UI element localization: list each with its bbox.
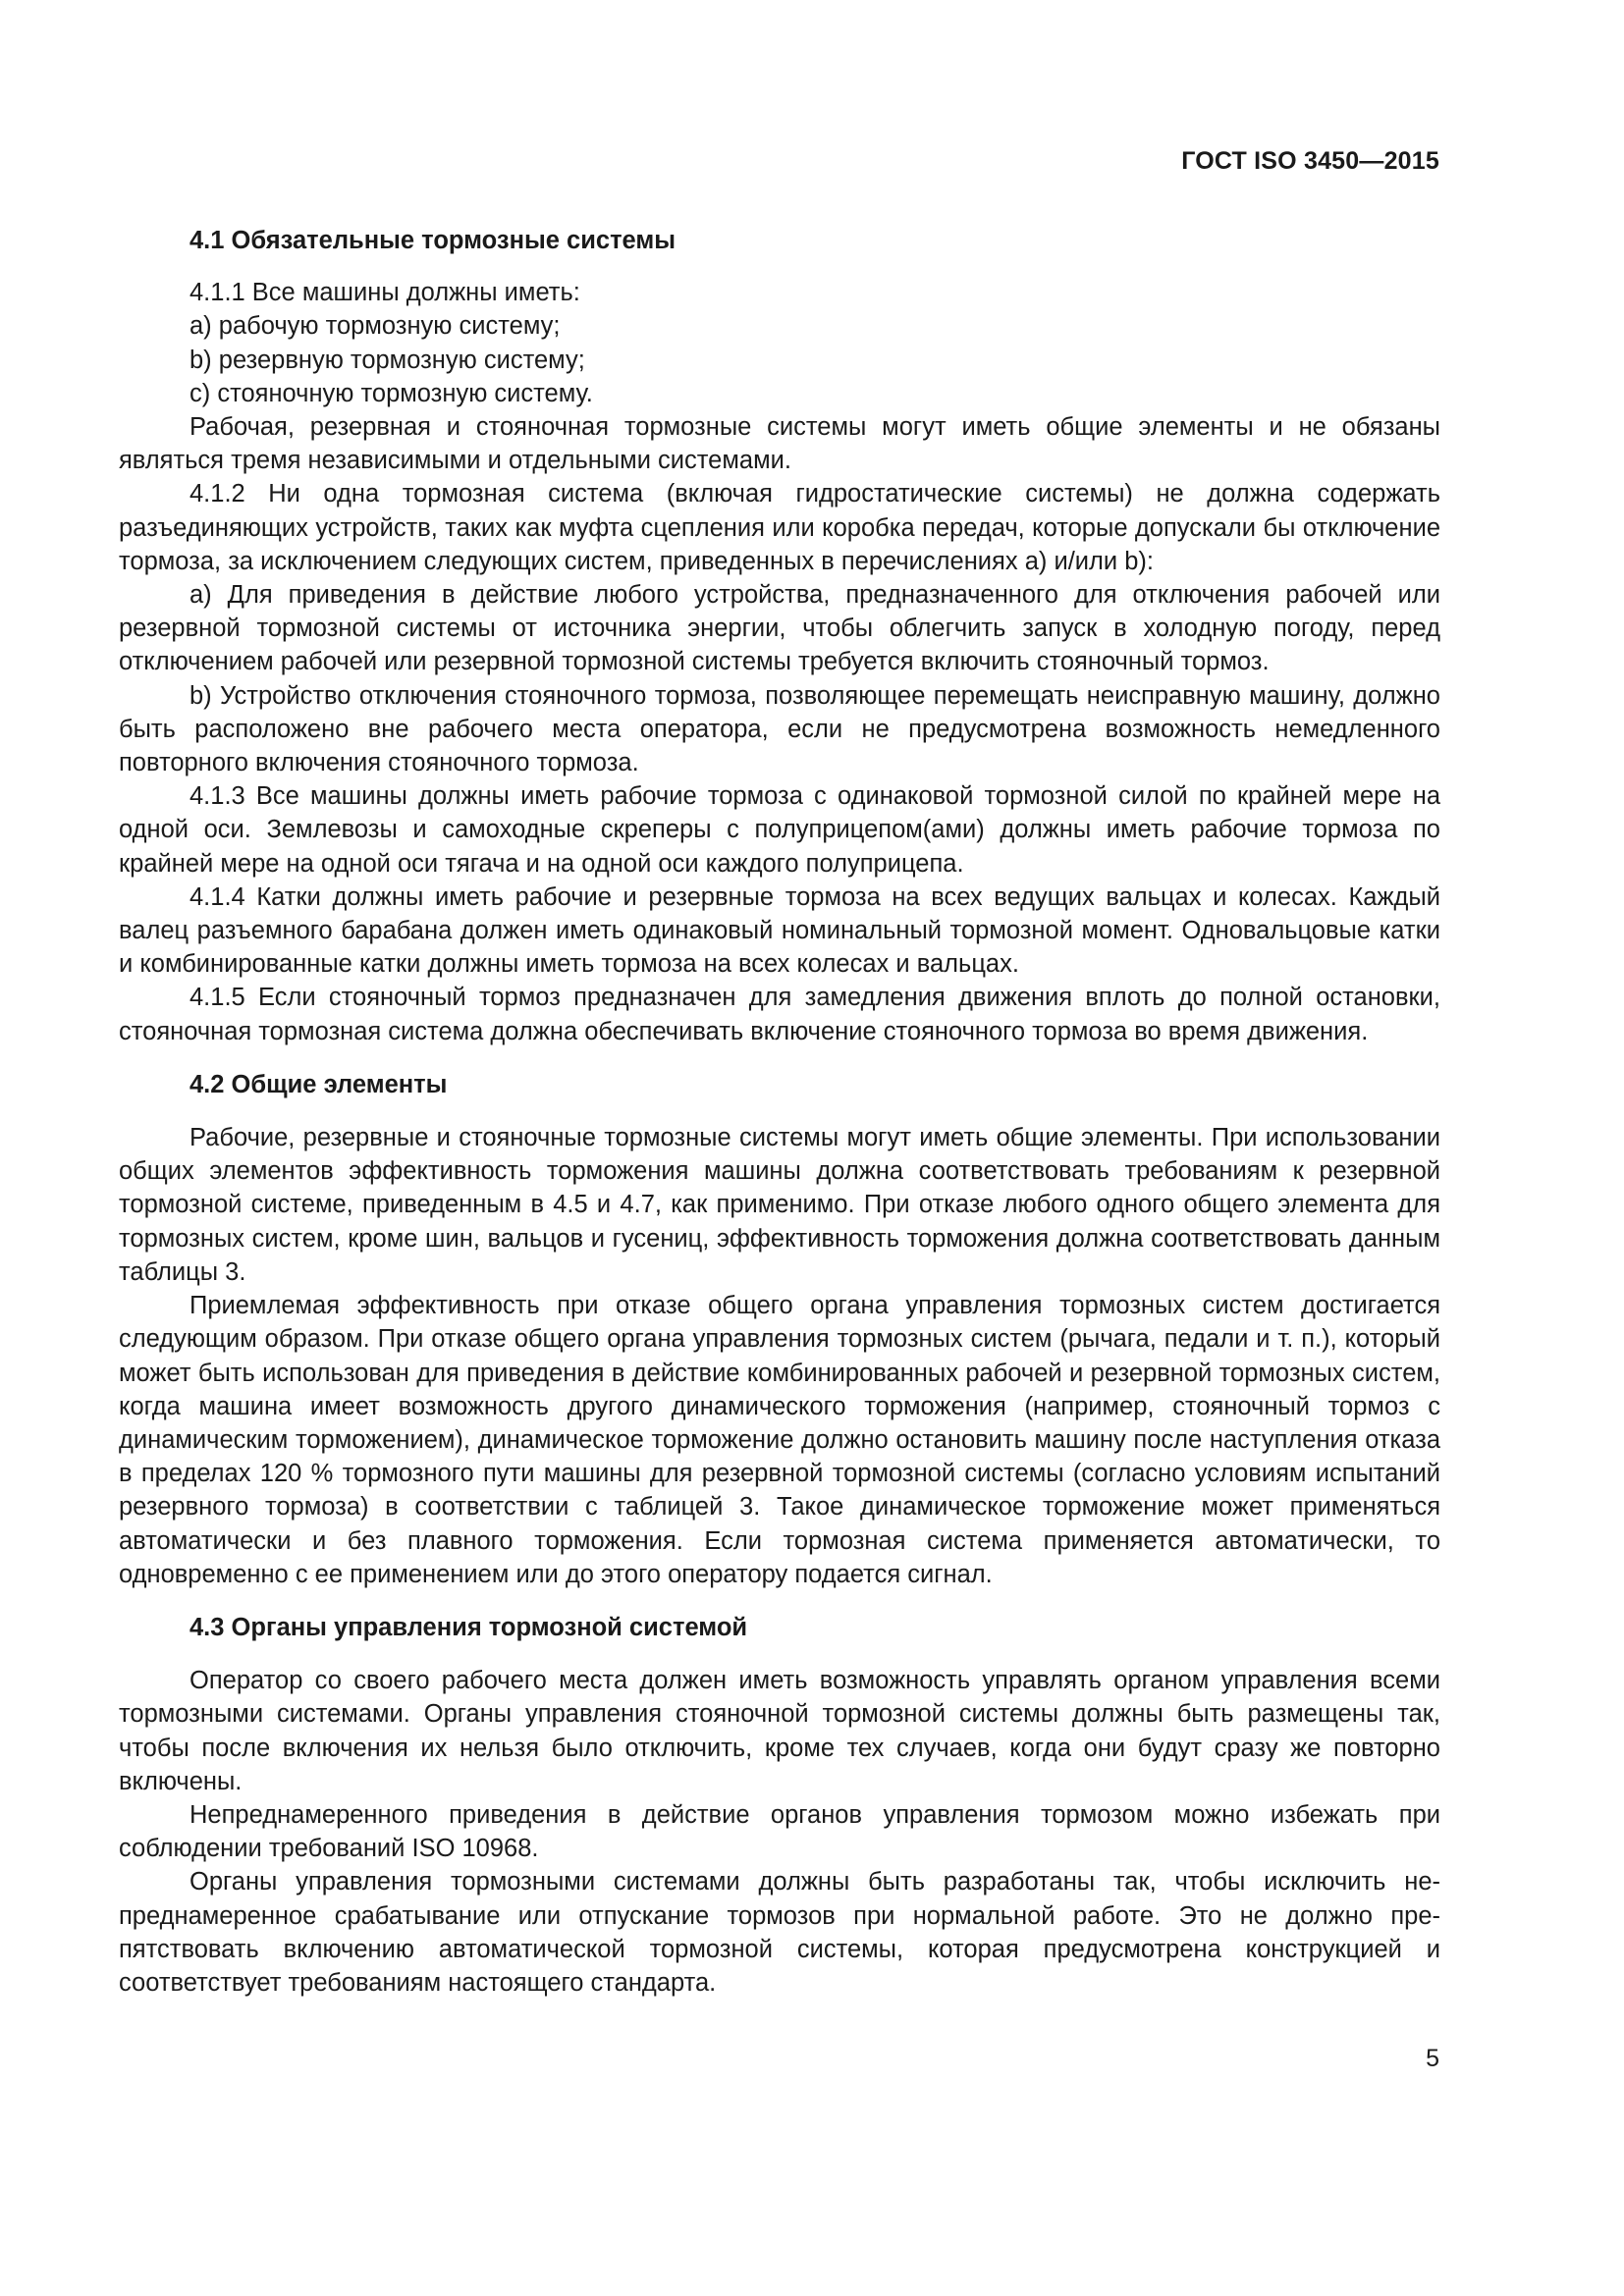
list-item: c) стояночную тормозную систему. (189, 379, 593, 407)
paragraph: 4.1.3 Все машины должны иметь рабочие тормоза с одинаковой тормозной силой по крайней мере на одной оси. Землевозы и самоходные скреперы с полуприцепом(ами) должны иметь рабочие тормоза по крайней мере на одной оси тягача и на одной оси каждого полуприцепа. (119, 782, 1440, 878)
section-heading: 4.3 Органы управления тормозной системой (189, 1613, 748, 1641)
paragraph: b) Устройство отключения стояночного тормоза, позволяющее перемещать неисправную машину, должно быть расположено вне рабочего места оператора, если не предусмотрена возможность немедленного повторного включения стояночного тормоза. (119, 681, 1440, 777)
paragraph: 4.1.5 Если стояночный тормоз предназначен для замедления движения вплоть до полной остановки, стояночная тормозная система должна обеспечивать включение стояночного тормоза во время движения. (119, 984, 1440, 1045)
paragraph: Оператор со своего рабочего места должен иметь возможность управлять органом управления всеми тормозными системами. Органы управления стояночной тормозной системы должны быть размещены так, чтобы после включения их нельзя было отключить, кроме тех случаев, когда они будут сразу же повторно включены. (119, 1667, 1440, 1795)
paragraph: 4.1.4 Катки должны иметь рабочие и резервные тормоза на всех ведущих вальцах и колесах. Каждый валец разъемного барабана должен иметь одинаковый номинальный тормозной момент. Одновальцовые катки и комбинированные катки должны иметь тормоза на всех колесах и вальцах. (119, 882, 1440, 979)
document-header: ГОСТ ISO 3450—2015 (1181, 147, 1439, 175)
section-heading: 4.1 Обязательные тормозные системы (189, 227, 677, 254)
list-item: a) рабочую тормозную систему; (189, 312, 561, 341)
list-item: b) резервную тормозную систему; (189, 346, 585, 374)
paragraph: 4.1.1 Все машины должны иметь: (189, 279, 580, 307)
paragraph: Приемлемая эффективность при отказе общего органа управления тормозных систем достигается следующим образом. При отказе общего органа управления тормозных систем (рычага, педали и т. п.), который может быть использован для приведения в действие комбинированных рабочей и резервной тормозных систем, когда машина имеет возможность другого динамического торможения (например, стояночный тормоз с динамическим торможением), динамическое торможение должно остановить машину после наступления отказа в пределах 120 % тормозного пути машины для резервной тормозной системы (согласно условиям испытаний резервного тормоза) в соответствии с таблицей 3. Такое динамическое торможение может применяться автоматически и без плавного торможения. Если тормозная система применяется автоматически, то одновременно с ее применением или до этого оператору подается сигнал. (119, 1292, 1440, 1588)
document-body (119, 224, 1440, 2000)
paragraph: Рабочая, резервная и стояночная тормозные системы могут иметь общие элементы и не обязаны являться тремя независимыми и отдельными системами. (119, 413, 1440, 475)
paragraph: Рабочие, резервные и стояночные тормозные системы могут иметь общие элементы. При использовании общих элементов эффективность торможения машины должна соответствовать требованиям к резервной тормозной системе, приведенным в 4.5 и 4.7, как применимо. При отказе любого одного общего элемента для тормозных систем, кроме шин, вальцов и гусениц, эффективность торможения должна соответствовать данным таблицы 3. (119, 1124, 1440, 1286)
paragraph: a) Для приведения в действие любого устройства, предназначенного для отключения рабочей или резервной тормозной системы от источника энергии, чтобы облегчить запуск в холодную погоду, перед отключением рабочей или резервной тормозной системы требуется включить стояночный тормоз. (119, 581, 1440, 676)
page-number: 5 (1426, 2045, 1439, 2072)
section-heading: 4.2 Общие элементы (189, 1070, 448, 1098)
paragraph: Органы управления тормозными системами должны быть разработаны так, чтобы исключить непреднамеренное срабатывание или отпускание тормозов при нормальной работе. Это не должно препятствовать включению автоматической тормозной системы, которая предусмотрена конструкцией и соответствует требованиям настоящего стандарта. (119, 1868, 1440, 1997)
paragraph: 4.1.2 Ни одна тормозная система (включая гидростатические системы) не должна содержать разъединяющих устройств, таких как муфта сцепления или коробка передач, которые допускали бы отключение тормоза, за исключением следующих систем, приведенных в перечислениях a) и/или b): (119, 480, 1440, 575)
paragraph: Непреднамеренного приведения в действие органов управления тормозом можно избежать при соблюдении требований ISO 10968. (119, 1800, 1440, 1863)
